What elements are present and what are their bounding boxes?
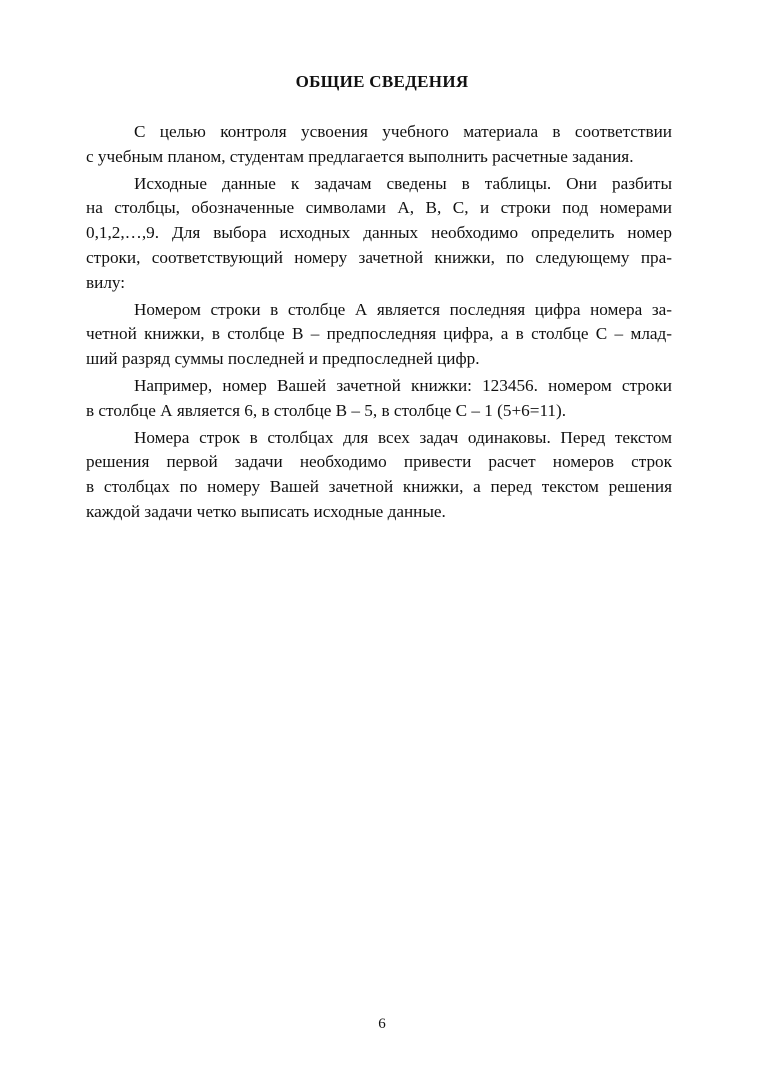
- document-body: [86, 120, 672, 525]
- text-line: на столбцы, обозначенные символами А, В, С, и строки под номерами: [86, 198, 672, 218]
- text-line: С целью контроля усвоения учебного материала в соответствии: [134, 122, 672, 141]
- text-line: ший разряд суммы последней и предпоследней цифр.: [86, 349, 480, 369]
- text-line: в столбце А является 6, в столбце В – 5, в столбце С – 1 (5+6=11).: [86, 400, 567, 420]
- text-line: 0,1,2,…,9. Для выбора исходных данных необходимо определить номер: [86, 223, 672, 243]
- text-line: в столбцах по номеру Вашей зачетной книжки, а перед текстом решения: [86, 477, 672, 497]
- page-number: 6: [378, 1016, 386, 1032]
- text-line: с учебным планом, студентам предлагается выполнить расчетные задания.: [86, 146, 634, 166]
- text-line: вилу:: [86, 272, 126, 292]
- paragraph-2: [86, 172, 672, 296]
- paragraph-3: [86, 298, 672, 372]
- text-line: Номера строк в столбцах для всех задач одинаковы. Перед текстом: [134, 427, 672, 447]
- paragraph-5: [86, 426, 672, 525]
- paragraph-4: [86, 374, 672, 424]
- text-line: решения первой задачи необходимо привести расчет номеров строк: [86, 452, 672, 472]
- page-title: ОБЩИЕ СВЕДЕНИЯ: [295, 72, 469, 91]
- text-line: Исходные данные к задачам сведены в таблицы. Они разбиты: [134, 173, 672, 193]
- text-line: каждой задачи четко выписать исходные данные.: [86, 501, 446, 521]
- paragraph-1: [86, 120, 672, 170]
- text-line: Номером строки в столбце А является последняя цифра номера за-: [134, 299, 672, 319]
- text-line: четной книжки, в столбце В – предпоследняя цифра, а в столбце С – млад-: [86, 324, 672, 344]
- text-line: Например, номер Вашей зачетной книжки: 123456. номером строки: [134, 375, 672, 395]
- text-line: строки, соответствующий номеру зачетной книжки, по следующему пра-: [86, 247, 672, 267]
